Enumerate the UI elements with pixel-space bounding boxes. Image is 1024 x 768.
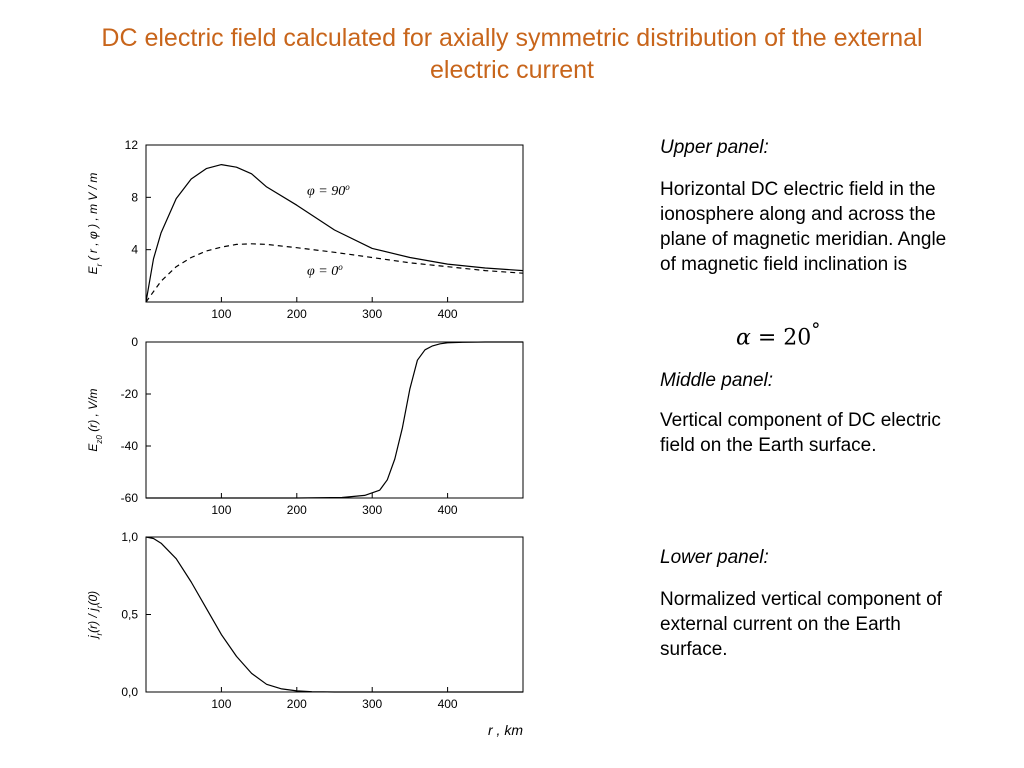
alpha-degree: ° bbox=[811, 320, 821, 341]
x-tick-label: 300 bbox=[362, 503, 383, 517]
x-tick-label: 100 bbox=[211, 697, 232, 711]
series-annotation: $\varphi = 0^o$ bbox=[307, 262, 343, 279]
y-tick-label: 0,0 bbox=[121, 685, 138, 699]
y-axis-label: $E_{z0}$ (r) , V/m bbox=[86, 388, 104, 452]
x-tick-label: 100 bbox=[211, 503, 232, 517]
y-tick-label: -20 bbox=[120, 387, 138, 401]
x-tick-label: 300 bbox=[362, 307, 383, 321]
y-tick-label: 8 bbox=[131, 190, 138, 205]
lower-panel-chart bbox=[86, 530, 523, 738]
y-axis-label: $j_r(r) / j_r(0)$ bbox=[86, 590, 104, 639]
slide-title: DC electric field calculated for axially symmetric distribution of the external electric current bbox=[101, 24, 923, 84]
x-axis-label: r , km bbox=[488, 722, 523, 738]
y-tick-label: 1,0 bbox=[121, 530, 138, 544]
alpha-symbol: α bbox=[736, 325, 751, 351]
y-tick-label: 12 bbox=[124, 138, 138, 152]
x-tick-label: 400 bbox=[437, 503, 458, 517]
y-tick-label: -40 bbox=[120, 439, 138, 453]
upper-panel-description: Horizontal DC electric field in the ionosphere along and across the plane of magnetic meridian. Angle of magnetic field inclination is bbox=[660, 179, 947, 275]
x-tick-label: 200 bbox=[286, 697, 307, 711]
y-tick-label: -60 bbox=[120, 491, 138, 505]
middle-panel-heading: Middle panel: bbox=[660, 370, 774, 391]
upper-panel-chart bbox=[86, 138, 523, 321]
y-tick-label: 0 bbox=[131, 335, 138, 349]
x-tick-label: 400 bbox=[437, 697, 458, 711]
plot-frame bbox=[146, 537, 523, 692]
plot-frame bbox=[146, 342, 523, 498]
alpha-value: = 20 bbox=[750, 325, 812, 351]
middle-panel-description: Vertical component of DC electric field on the Earth surface. bbox=[660, 410, 941, 456]
x-tick-label: 400 bbox=[437, 307, 458, 321]
y-axis-label: $E_r$ ( r , φ ) , m V / m bbox=[86, 172, 104, 275]
lower-panel-description: Normalized vertical component of external current on the Earth surface. bbox=[660, 589, 942, 660]
alpha-equation bbox=[736, 320, 820, 350]
lower-panel-heading: Lower panel: bbox=[660, 547, 769, 568]
series-annotation: $\varphi = 90^o$ bbox=[307, 182, 350, 199]
y-tick-label: 4 bbox=[131, 242, 138, 257]
series-line-solid bbox=[146, 537, 523, 692]
x-tick-label: 300 bbox=[362, 697, 383, 711]
x-tick-label: 100 bbox=[211, 307, 232, 321]
x-tick-label: 200 bbox=[286, 503, 307, 517]
middle-panel-chart bbox=[86, 335, 523, 517]
y-tick-label: 0,5 bbox=[121, 607, 138, 622]
upper-panel-heading: Upper panel: bbox=[660, 137, 769, 158]
x-tick-label: 200 bbox=[286, 307, 307, 321]
series-line-solid bbox=[146, 342, 523, 498]
